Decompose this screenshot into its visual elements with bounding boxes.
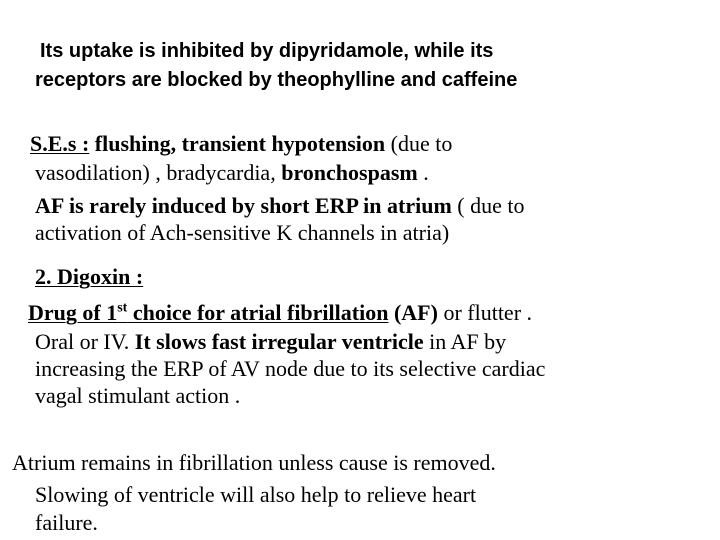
side-effects-line-2-pre: vasodilation) , bradycardia, — [35, 160, 282, 185]
side-effects-line-1 — [30, 131, 452, 157]
or-flutter-text: or flutter . — [437, 300, 533, 325]
digoxin-heading: 2. Digoxin : — [35, 264, 144, 289]
digoxin-line-3: increasing the ERP of AV node due to its selective cardiac — [35, 356, 546, 381]
drug-of-choice-text: Drug of 1st choice for atrial fibrillation — [28, 300, 389, 325]
atrium-line-2: Slowing of ventricle will also help to relieve heart — [35, 482, 477, 507]
atrium-line-3: failure. — [35, 510, 98, 535]
side-effects-line-2 — [35, 160, 429, 186]
slows-ventricle-text: It slows fast irregular ventricle — [134, 329, 424, 354]
digoxin-line-1 — [28, 300, 532, 326]
in-af-by-text: in AF by — [423, 329, 507, 354]
digoxin-line-2 — [35, 329, 506, 355]
af-rarely-text: AF is rarely induced by short ERP in atrium — [35, 193, 452, 218]
uptake-text-line-1: Its uptake is inhibited by dipyridamole, while its — [40, 40, 494, 62]
oral-iv-text: Oral or IV. — [35, 329, 135, 354]
af-line-2: activation of Ach-sensitive K channels in atria) — [35, 220, 450, 245]
af-due-text: ( due to — [451, 193, 525, 218]
side-effects-label: S.E.s : — [30, 131, 90, 156]
af-abbrev: (AF) — [388, 300, 438, 325]
side-effects-due: (due to — [385, 131, 453, 156]
uptake-text-line-2: receptors are blocked by theophylline and caffeine — [35, 69, 518, 91]
bronchospasm-text: bronchospasm — [281, 160, 418, 185]
side-effects-list: flushing, transient hypotension — [89, 131, 386, 156]
atrium-line-1: Atrium remains in fibrillation unless cause is removed. — [12, 450, 496, 475]
af-line-1 — [35, 193, 525, 219]
side-effects-line-2-post: . — [417, 160, 429, 185]
digoxin-line-4: vagal stimulant action . — [35, 383, 241, 408]
